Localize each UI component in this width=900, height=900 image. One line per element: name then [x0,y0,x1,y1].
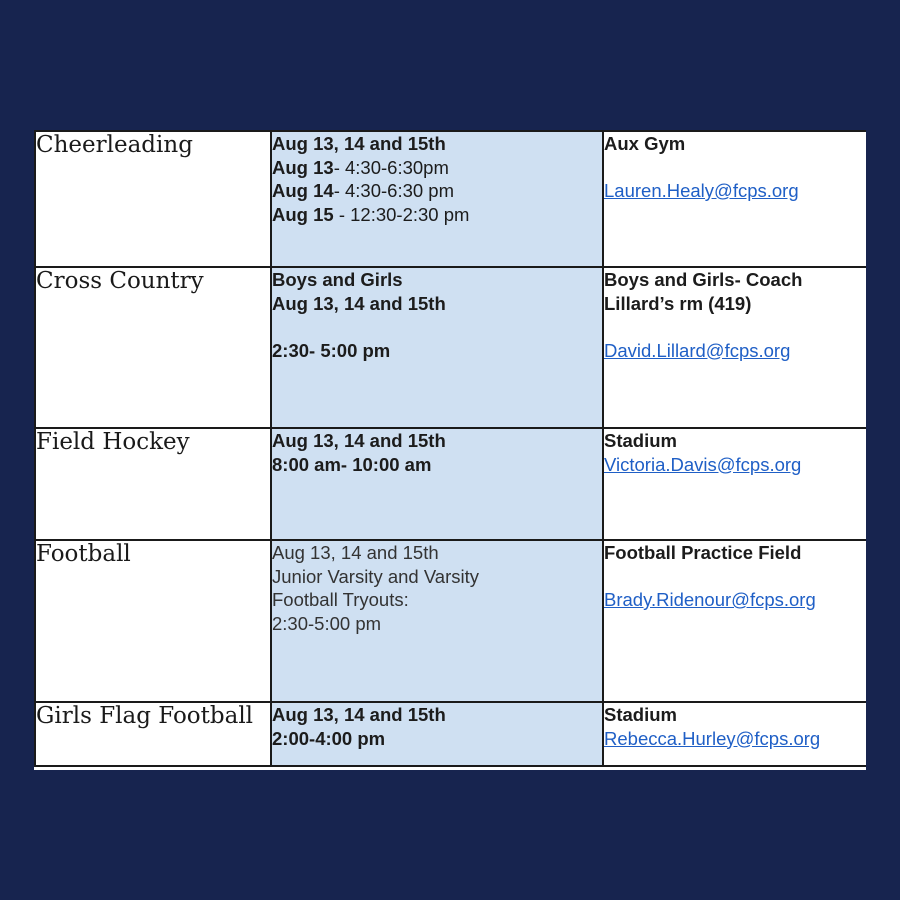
location-name: Stadium [604,430,677,451]
date-line: Aug 13, 14 and 15th [272,430,446,451]
location-cell [603,428,866,540]
sport-name: Cross Country [35,267,271,428]
date-line: Aug 13, 14 and 15th [272,292,446,314]
schedule-sheet [34,130,866,770]
coach-email-link[interactable]: Lauren.Healy@fcps.org [604,180,799,201]
date-line: 2:00-4:00 pm [272,727,386,749]
date-cell [271,131,603,267]
location-line: Boys and Girls- Coach [604,269,803,290]
date-line: 8:00 am- 10:00 am [272,453,432,475]
date-cell [271,267,603,428]
date-time: - 4:30-6:30pm [333,156,449,178]
coach-email-link[interactable]: Victoria.Davis@fcps.org [604,453,802,475]
table-row [35,702,866,766]
date-line: Aug 13, 14 and 15th [272,704,446,725]
sport-name: Cheerleading [35,131,271,267]
coach-email-link[interactable]: Brady.Ridenour@fcps.org [604,589,816,610]
date-line [272,203,602,227]
table-row [35,267,866,428]
table-row [35,540,866,702]
date-line: Boys and Girls [272,269,403,290]
date-day: Aug 14 [272,180,334,201]
location-cell [603,267,866,428]
sport-name: Field Hockey [35,428,271,540]
date-line: Football Tryouts: [272,589,409,610]
coach-email-link[interactable]: David.Lillard@fcps.org [604,339,791,361]
location-line: Lillard’s rm (419) [604,292,752,314]
table-row [35,428,866,540]
location-cell [603,131,866,267]
location-cell [603,540,866,702]
date-time: - 4:30-6:30 pm [333,180,455,201]
location-name: Football Practice Field [604,542,802,563]
location-cell [603,702,866,766]
tryout-schedule-table [34,130,866,767]
date-line: Aug 13, 14 and 15th [272,542,439,563]
date-time: - 12:30-2:30 pm [333,203,470,225]
table-row [35,131,866,267]
date-line: Junior Varsity and Varsity [272,565,480,587]
date-day: Aug 15 [272,203,334,225]
location-name: Aux Gym [604,133,686,154]
date-time: 2:30- 5:00 pm [272,339,391,361]
sport-name: Girls Flag Football [35,702,271,766]
date-heading: Aug 13, 14 and 15th [272,133,446,154]
date-line [272,179,602,203]
date-line [272,156,602,180]
date-cell [271,702,603,766]
coach-email-link[interactable]: Rebecca.Hurley@fcps.org [604,727,821,749]
date-day: Aug 13 [272,156,334,178]
date-cell [271,428,603,540]
date-cell [271,540,603,702]
location-name: Stadium [604,704,677,725]
sport-name: Football [35,540,271,702]
date-line: 2:30-5:00 pm [272,612,382,634]
